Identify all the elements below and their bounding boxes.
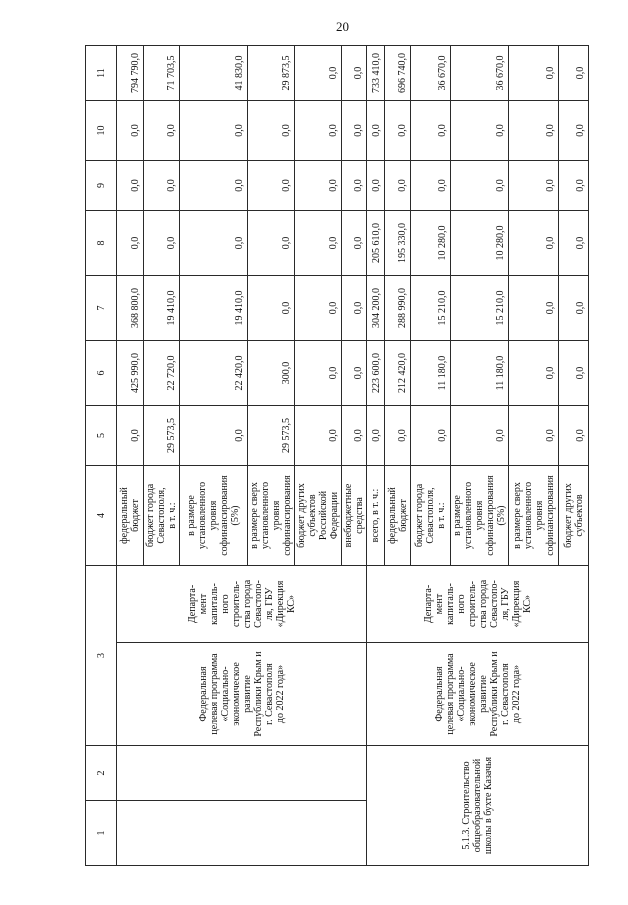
table-header-cell: 4: [86, 466, 117, 566]
funding-table: [85, 45, 589, 866]
table-header-cell: 8: [86, 211, 117, 276]
funding-source-cell: бюджет города Севастополя, в т. ч.:: [411, 466, 451, 566]
value-cell: 0,0: [342, 341, 367, 406]
value-cell: 0,0: [295, 406, 342, 466]
value-cell: 29 873,5: [248, 46, 295, 101]
value-cell: 0,0: [248, 211, 295, 276]
page-number: 20: [336, 19, 349, 34]
funding-source-cell: в размере установленного уровня софинансирования (5%): [180, 466, 248, 566]
value-cell: 71 703,5: [144, 46, 180, 101]
funding-source-cell: всего, в т. ч.:: [367, 466, 385, 566]
value-cell: 0,0: [451, 101, 509, 161]
value-cell: 0,0: [411, 161, 451, 211]
value-cell: 0,0: [367, 101, 385, 161]
value-cell: 288 990,0: [385, 276, 411, 341]
value-cell: 0,0: [117, 101, 144, 161]
value-cell: 0,0: [451, 161, 509, 211]
table-header-cell: 9: [86, 161, 117, 211]
table-header-cell: 1: [86, 801, 117, 866]
funding-source-cell: в размере установленного уровня софинансирования (5%): [451, 466, 509, 566]
value-cell: 0,0: [411, 101, 451, 161]
value-cell: 0,0: [509, 211, 559, 276]
value-cell: 0,0: [559, 46, 589, 101]
value-cell: 29 573,5: [248, 406, 295, 466]
rotated-table-container: [85, 46, 587, 866]
value-cell: 300,0: [248, 341, 295, 406]
value-cell: 223 600,0: [367, 341, 385, 406]
value-cell: 0,0: [117, 161, 144, 211]
value-cell: 733 410,0: [367, 46, 385, 101]
value-cell: 0,0: [451, 406, 509, 466]
funding-source-cell: в размере сверх установленного уровня софинансирования: [509, 466, 559, 566]
value-cell: 0,0: [180, 161, 248, 211]
value-cell: 0,0: [180, 211, 248, 276]
value-cell: 0,0: [144, 101, 180, 161]
value-cell: 0,0: [180, 101, 248, 161]
value-cell: 0,0: [559, 101, 589, 161]
value-cell: 11 180,0: [411, 341, 451, 406]
value-cell: 0,0: [509, 406, 559, 466]
value-cell: 0,0: [559, 161, 589, 211]
funding-source-cell: бюджет других субъектов Российской Федерации: [295, 466, 342, 566]
value-cell: 794 790,0: [117, 46, 144, 101]
value-cell: 0,0: [248, 161, 295, 211]
value-cell: 10 280,0: [411, 211, 451, 276]
table-header-cell: 10: [86, 101, 117, 161]
value-cell: 36 670,0: [411, 46, 451, 101]
value-cell: 0,0: [509, 276, 559, 341]
value-cell: 425 990,0: [117, 341, 144, 406]
value-cell: 11 180,0: [451, 341, 509, 406]
value-cell: 0,0: [295, 46, 342, 101]
value-cell: 304 200,0: [367, 276, 385, 341]
executor-cell: Департа- мент капиталь- ного строитель- ства города Севастопо- ля, ГБУ «Дирекция КС»: [117, 566, 367, 643]
value-cell: 0,0: [342, 406, 367, 466]
number-cell: [117, 801, 367, 866]
table-header-cell: 7: [86, 276, 117, 341]
value-cell: 0,0: [385, 101, 411, 161]
measure-cell: [117, 746, 367, 801]
value-cell: 22 720,0: [144, 341, 180, 406]
table-header-row: [86, 46, 117, 866]
value-cell: 0,0: [295, 341, 342, 406]
value-cell: 0,0: [295, 211, 342, 276]
value-cell: 0,0: [559, 276, 589, 341]
value-cell: 195 330,0: [385, 211, 411, 276]
value-cell: 0,0: [117, 406, 144, 466]
value-cell: 0,0: [385, 161, 411, 211]
value-cell: 0,0: [509, 46, 559, 101]
funding-source-cell: в размере сверх установленного уровня софинансирования: [248, 466, 295, 566]
value-cell: 0,0: [509, 161, 559, 211]
funding-source-cell: бюджет других субъектов: [559, 466, 589, 566]
value-cell: 205 610,0: [367, 211, 385, 276]
value-cell: 0,0: [248, 101, 295, 161]
value-cell: 0,0: [367, 406, 385, 466]
table-header-cell: 11: [86, 46, 117, 101]
value-cell: 0,0: [144, 211, 180, 276]
funding-source-cell: федеральный бюджет: [117, 466, 144, 566]
program-cell: Федеральная целевая программа «Социально- экономическое развитие Республики Крым и г. Севастополя до 2022 года»: [367, 643, 589, 746]
table-header-cell: 6: [86, 341, 117, 406]
value-cell: 0,0: [342, 46, 367, 101]
value-cell: 15 210,0: [411, 276, 451, 341]
value-cell: 0,0: [295, 101, 342, 161]
value-cell: 0,0: [559, 211, 589, 276]
program-cell: Федеральная целевая программа «Социально- экономическое развитие Республики Крым и г. Севастополя до 2022 года»: [117, 643, 367, 746]
value-cell: 0,0: [144, 161, 180, 211]
value-cell: 0,0: [342, 211, 367, 276]
value-cell: 19 410,0: [144, 276, 180, 341]
value-cell: 19 410,0: [180, 276, 248, 341]
value-cell: 0,0: [342, 161, 367, 211]
value-cell: 10 280,0: [451, 211, 509, 276]
table-body: [117, 46, 589, 866]
table-header-cell: 5: [86, 406, 117, 466]
executor-cell: Департа- мент капиталь- ного строитель- ства города Севастопо- ля, ГБУ «Дирекция КС»: [367, 566, 589, 643]
measure-cell: 5.1.3. Строительство общеобразовательной школы в бухте Казачья: [367, 746, 589, 866]
funding-source-cell: внебюджетные средства: [342, 466, 367, 566]
table-row: [117, 46, 144, 866]
table-row: [367, 46, 385, 866]
value-cell: 15 210,0: [451, 276, 509, 341]
value-cell: 41 830,0: [180, 46, 248, 101]
value-cell: 0,0: [342, 276, 367, 341]
value-cell: 0,0: [248, 276, 295, 341]
value-cell: 0,0: [559, 406, 589, 466]
value-cell: 212 420,0: [385, 341, 411, 406]
funding-source-cell: бюджет города Севастополя, в т. ч.:: [144, 466, 180, 566]
value-cell: 696 740,0: [385, 46, 411, 101]
value-cell: 0,0: [367, 161, 385, 211]
value-cell: 0,0: [342, 101, 367, 161]
value-cell: 0,0: [509, 101, 559, 161]
value-cell: 0,0: [295, 276, 342, 341]
value-cell: 0,0: [117, 211, 144, 276]
value-cell: 29 573,5: [144, 406, 180, 466]
table-header-cell: 3: [86, 566, 117, 746]
value-cell: 0,0: [295, 161, 342, 211]
value-cell: 22 420,0: [180, 341, 248, 406]
value-cell: 0,0: [180, 406, 248, 466]
value-cell: 0,0: [385, 406, 411, 466]
value-cell: 0,0: [411, 406, 451, 466]
value-cell: 0,0: [559, 341, 589, 406]
funding-source-cell: федеральный бюджет: [385, 466, 411, 566]
value-cell: 0,0: [509, 341, 559, 406]
value-cell: 36 670,0: [451, 46, 509, 101]
table-header-cell: 2: [86, 746, 117, 801]
value-cell: 368 800,0: [117, 276, 144, 341]
